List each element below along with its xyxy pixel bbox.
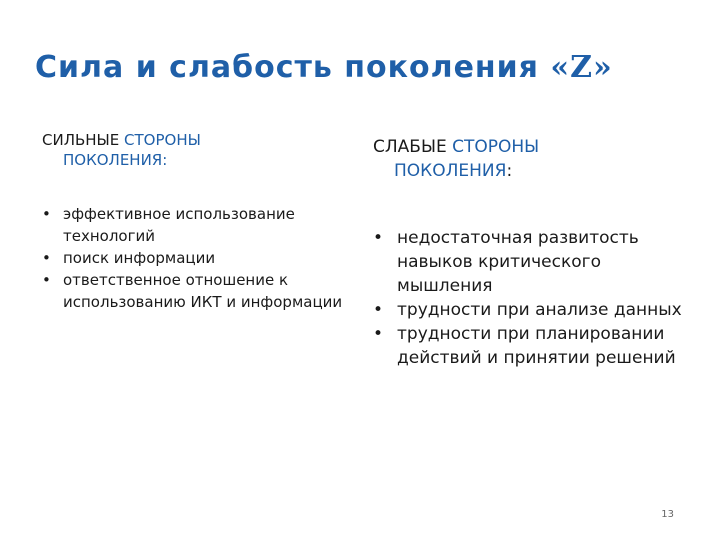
list-item-text: ответственное отношение к использованию ИКТ и информации — [63, 271, 343, 311]
strengths-column — [42, 130, 352, 313]
weaknesses-heading-line2-wrap — [373, 159, 693, 183]
strengths-heading-accent: СТОРОНЫ — [124, 131, 201, 149]
bullet-icon: • — [373, 228, 384, 248]
strengths-list — [42, 203, 352, 313]
list-item-text: эффективное использование технологий — [63, 205, 295, 245]
bullet-icon: • — [373, 324, 384, 344]
strengths-heading — [42, 130, 352, 170]
strengths-heading-line2: ПОКОЛЕНИЯ — [63, 151, 163, 169]
list-item — [42, 247, 352, 269]
strengths-heading-line2-wrap — [42, 150, 352, 170]
slide-title-text: Сила и слабость поколения — [35, 50, 539, 85]
list-item — [42, 203, 352, 247]
weaknesses-heading-colon: : — [506, 161, 513, 181]
weaknesses-heading-prefix: СЛАБЫЕ — [373, 137, 447, 157]
page-number: 13 — [661, 509, 674, 520]
slide-title-z: «Z» — [550, 50, 613, 85]
weaknesses-heading-accent: СТОРОНЫ — [452, 137, 540, 157]
bullet-icon: • — [42, 271, 51, 289]
bullet-icon: • — [373, 300, 384, 320]
weaknesses-column — [373, 135, 693, 370]
list-item-text: недостаточная развитость навыков критического мышления — [397, 228, 639, 296]
list-item — [373, 322, 693, 370]
weaknesses-list — [373, 226, 693, 370]
list-item — [373, 298, 693, 322]
weaknesses-heading-line2: ПОКОЛЕНИЯ — [394, 161, 507, 181]
slide-title — [35, 50, 613, 85]
bullet-icon: • — [42, 205, 51, 223]
weaknesses-heading — [373, 135, 693, 183]
strengths-heading-prefix: СИЛЬНЫЕ — [42, 131, 120, 149]
list-item-text: трудности при планировании действий и принятии решений — [397, 324, 676, 368]
list-item — [42, 269, 352, 313]
list-item — [373, 226, 693, 298]
list-item-text: трудности при анализе данных — [397, 300, 682, 320]
bullet-icon: • — [42, 249, 51, 267]
strengths-heading-colon: : — [162, 151, 168, 169]
list-item-text: поиск информации — [63, 249, 216, 267]
